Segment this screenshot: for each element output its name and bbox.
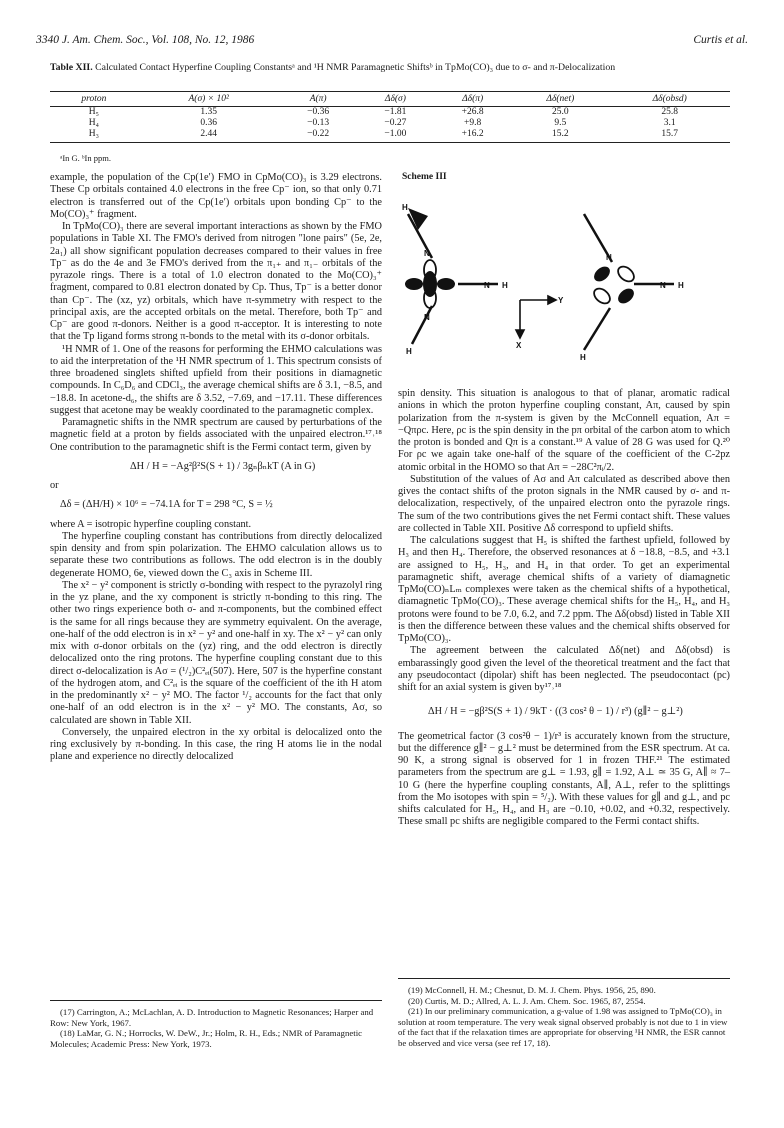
cell: 2.44	[138, 129, 280, 143]
axis-y-label: Y	[558, 296, 564, 305]
table-label: Table XII.	[50, 62, 93, 73]
label-h: H	[502, 281, 508, 290]
paragraph: The calculations suggest that H₅ is shifted the farthest upfield, followed by H₃ and then H₄. Therefore, the observed resonances at δ −18.8, −8.5, and +3.1 are assigned to H₅, H₃, and H₄ in that order. To get an experimental paramagnetic shift, average chemical shifts of a variety of diamagnetic TpMo(CO)ₙLₘ complexes were taken as the chemical shifts of a hypothetical, diamagnetic TpMo(CO)₃. These average chemical shifts for the H₅, H₄, and H₃ protons were found to be 7.0, 6.2, and 7.2 ppm. The Δδ(obsd) listed in Table XII is then the difference between these values and the chemical shifts observed for TpMo(CO)₃.	[398, 535, 730, 644]
equation-pseudocontact: ΔH / H = −gβ²S(S + 1) / 9kT · ((3 cos² θ − 1) / r³) (g∥² − g⊥²)	[428, 706, 683, 718]
table-row	[50, 129, 730, 143]
cell: −0.27	[384, 118, 407, 128]
label-h: H	[406, 347, 412, 356]
col-header: Δδ(obsd)	[609, 92, 730, 107]
reference: (19) McConnell, H. M.; Chesnut, D. M. J. Chem. Phys. 1956, 25, 890.	[408, 985, 656, 995]
cell: +26.8	[461, 107, 484, 117]
cell: −1.81	[384, 107, 407, 117]
cell: 25.8	[661, 107, 679, 117]
col-header: A(π)	[280, 92, 357, 107]
cell: 3.1	[663, 118, 676, 128]
label-n: N	[424, 313, 430, 322]
references-left	[50, 1000, 382, 1049]
scheme-diagram	[398, 172, 730, 384]
hyperfine-table	[50, 91, 730, 143]
col-header: A(σ) × 10²	[138, 92, 280, 107]
table-caption-text: Calculated Contact Hyperfine Coupling Constantsᵃ and ¹H NMR Paramagnetic Shiftsᵇ in TpMo(CO)₃ due to σ- and π-Delocalization	[95, 62, 616, 73]
axis-x-label: X	[516, 341, 522, 350]
label-n: N	[660, 281, 666, 290]
label-h: H	[402, 203, 408, 212]
table-caption	[50, 62, 730, 74]
equation-shift: Δδ = (ΔH/H) × 10⁶ = −74.1A for T = 298 °C, S = ½	[60, 499, 273, 511]
cell: 1.35	[200, 107, 217, 117]
cell: +16.2	[434, 129, 511, 143]
cell: −0.13	[307, 118, 330, 128]
paragraph: In TpMo(CO)₃ there are several important interactions as shown by the FMO populations in Table XI. The FMO's derived from nitrogen "lone pairs" (5e, 2e, 2a₁) all show significant population decreases compared to their values in free Tp⁻ as do the 4e and 3e FMO's derived from the π₁₊ and π₁₋ orbitals of the pyrazole rings. There is a total of 1.0 electron donated to the Mo(CO)₃⁺ fragment, compared to 0.81 electron donated by Cp. Thus, Tp⁻ is a better donor than Cp⁻. The (xz, yz) orbitals, which have π-symmetry with respect to the principal axis, are the accepted orbitals on the metal. Therefore, both Tp⁻ and Cp⁻ are good π-donors. Neither is a good π-acceptor. It is interesting to note that the Tp ligand forms strong π-bonds to the metal with its σ-donor orbitals.	[50, 221, 382, 343]
cell: 25.0	[552, 107, 569, 117]
cell: −1.00	[357, 129, 434, 143]
paragraph: example, the population of the Cp(1e′) FMO in CpMo(CO)₃ is 3.29 electrons. These Cp orbitals contained 4.0 electrons in the free Cp⁻ ion, so that only 0.71 electron is transferred out of the Cp(1e′) orbitals upon bonding Cp⁻ to the Mo(CO)₃⁺ fragment.	[50, 172, 382, 220]
label-n: N	[424, 249, 430, 258]
cell: 15.2	[511, 129, 609, 143]
cell: H₅	[88, 107, 99, 117]
paragraph: where A = isotropic hyperfine coupling constant.	[50, 518, 252, 530]
authors: Curtis et al.	[693, 34, 748, 46]
paragraph: spin density. This situation is analogous to that of planar, aromatic radical anions in which the proton hyperfine coupling constant, Aπ, caused by spin polarization from the π-system is given by the McConnell equation, Aπ = −Qπρc. Here, ρc is the spin density in the pπ orbital of the carbon atom to which the proton is bonded and Qπ is a constant.¹⁹ A value of 28 G was used for Q.²⁰ For ρc we again take one-half of the square of the coefficient of the C-2pz atomic orbital in the HOMO so that Aπ = −28C²πᵢ/2.	[398, 388, 730, 473]
table-row	[50, 118, 730, 129]
cell: −0.22	[280, 129, 357, 143]
equation-fermi: ΔH / H = −Ag²β²S(S + 1) / 3gₙβₙkT (A in G)	[130, 460, 316, 472]
reference: (20) Curtis, M. D.; Allred, A. L. J. Am. Chem. Soc. 1965, 87, 2554.	[408, 995, 646, 1006]
paragraph: The geometrical factor (3 cos²θ − 1)/r³ is accurately known from the structure, but the difference g∥² − g⊥² must be determined from the ESR spectrum. At ca. 90 K, a strong signal is observed for 1 in frozen THF.²¹ The estimated parameters from the spectrum are g⊥ = 1.93, g∥ = 1.92, A⊥ ≃ 35 G, A∥ ≈ 7–10 G (here the hyperfine coupling constants, A∥, A⊥, refer to the splittings from the Mo isotopes with spin = ⁵/₂). With these values for g∥ and g⊥, and pc shifts calculated for H₅, H₄, and H₃ are −0.10, +0.02, and +0.32, respectively. These small pc shifts are negligible compared to the Fermi contact shifts.	[398, 730, 730, 828]
cell: H₃	[50, 129, 138, 143]
cell: 15.7	[609, 129, 730, 143]
cell: 0.36	[200, 118, 217, 128]
references-right	[398, 978, 730, 1048]
reference: (17) Carrington, A.; McLachlan, A. D. Introduction to Magnetic Resonances; Harper and Row: New York, 1967.	[50, 1007, 374, 1028]
left-column	[50, 172, 382, 764]
label-n: N	[606, 253, 612, 262]
col-header: Δδ(σ)	[357, 92, 434, 107]
cell: +9.8	[464, 118, 482, 128]
table-footnote: ᵃIn G. ᵇIn ppm.	[60, 153, 111, 163]
paragraph: Conversely, the unpaired electron in the xy orbital is delocalized onto the ring exclusively by π-bonding. In this case, the ring H atoms lie in the nodal plane and experience no directly delocalized	[50, 726, 382, 763]
or-text: or	[50, 480, 59, 491]
table-row	[50, 107, 730, 119]
paragraph: Paramagnetic shifts in the NMR spectrum are caused by perturbations of the magnetic field at a proton by fields associated with the unpaired electron.¹⁷˒¹⁸ One contribution to the paramagnetic shift is the Fermi contact term, given by	[50, 417, 382, 453]
cell: H₄	[88, 118, 99, 128]
cell: −0.36	[307, 107, 330, 117]
paragraph: Substitution of the values of Aσ and Aπ calculated as described above then gives the contact shifts of the proton signals in the NMR caused by σ- and π-delocalization, respectively, of the unpaired electron onto the pyrazole rings. The sum of the two contributions gives the net Fermi contact shift. These values are collected in Table XII. Positive Δδ correspond to upfield shifts.	[398, 473, 730, 534]
label-n: N	[484, 281, 490, 290]
label-h: H	[678, 281, 684, 290]
paragraph: The x² − y² component is strictly σ-bonding with respect to the pyrazolyl ring in the yz plane, and the xy component is strictly π-bonding to this ring. The other two rings experience both σ- and π-components, but the combined effect is the same for all rings because they are symmetry equivalent. On the average, one-half of the odd electron is in x² − y² and one-half in xy. The x² − y² can only mix with σ-donor orbitals on the (yz) ring, and the odd electron is directly delocalized onto the ring protons. The hyperfine coupling constant due to this direct σ-delocalization is Aσ = (¹/₂)C²ₑᵢ(507). Here, 507 is the hyperfine constant of the hydrogen atom, and C²ₑᵢ is the square of the coefficient of the ith H atom in the predominantly x² − y² MO. The factor ¹/₂ accounts for the fact that only one-half of an odd electron is in the x² − y² MO. The constants, Aσ, so calculated are shown in Table XII.	[50, 579, 382, 726]
col-header: Δδ(net)	[511, 92, 609, 107]
cell: 9.5	[554, 118, 567, 128]
scheme-title: Scheme III	[402, 172, 447, 182]
reference: (21) In our preliminary communication, a g-value of 1.98 was assigned to TpMo(CO)₃ in solution at room temperature. The very weak signal observed probably is not due to 1 in view of the fact that if the relaxation times are appropriate for observing ¹H NMR, the ESR cannot be observed and vice versa (see ref 17, 18).	[398, 1006, 728, 1048]
scheme-iii	[398, 172, 730, 384]
col-header: proton	[50, 92, 138, 107]
col-header: Δδ(π)	[434, 92, 511, 107]
paragraph: The agreement between the calculated Δδ(net) and Δδ(obsd) is embarassingly good given the level of the theoretical treatment and the fact that any pseudocontact (dipolar) shift has been neglected. The pseudocontact (pc) shift for an axial system is given by¹⁷˒¹⁸	[398, 645, 730, 693]
label-h: H	[580, 353, 586, 362]
running-header	[36, 34, 748, 46]
journal-citation: 3340 J. Am. Chem. Soc., Vol. 108, No. 12, 1986	[36, 34, 255, 46]
reference: (18) LaMar, G. N.; Horrocks, W. DeW., Jr.; Holm, R. H., Eds.; NMR of Paramagnetic Molecules; Academic Press: New York, 1973.	[50, 1028, 363, 1049]
paragraph: ¹H NMR of 1. One of the reasons for performing the EHMO calculations was to aid the interpretation of the ¹H NMR spectrum of 1. This spectrum consists of three broadened singlets shifted upfield from their positions in diamagnetic compounds. In C₆D₆ and CDCl₃, the average chemical shifts are δ 3.1, −8.5, and −18.8. In acetone-d₆, the shifts are δ 3.52, −7.69, and −17.11. These differences suggest that acetone may be weakly coordinated to the paramagnetic complex.	[50, 343, 382, 416]
right-column	[398, 388, 730, 829]
paragraph: The hyperfine coupling constant has contributions from directly delocalized spin density and from spin polarization. The EHMO calculation allows us to separate these two contributions as follows. The odd electron is in the doubly degenerate HOMO, 6e, viewed down the C₃ axis in Scheme III.	[50, 530, 382, 579]
